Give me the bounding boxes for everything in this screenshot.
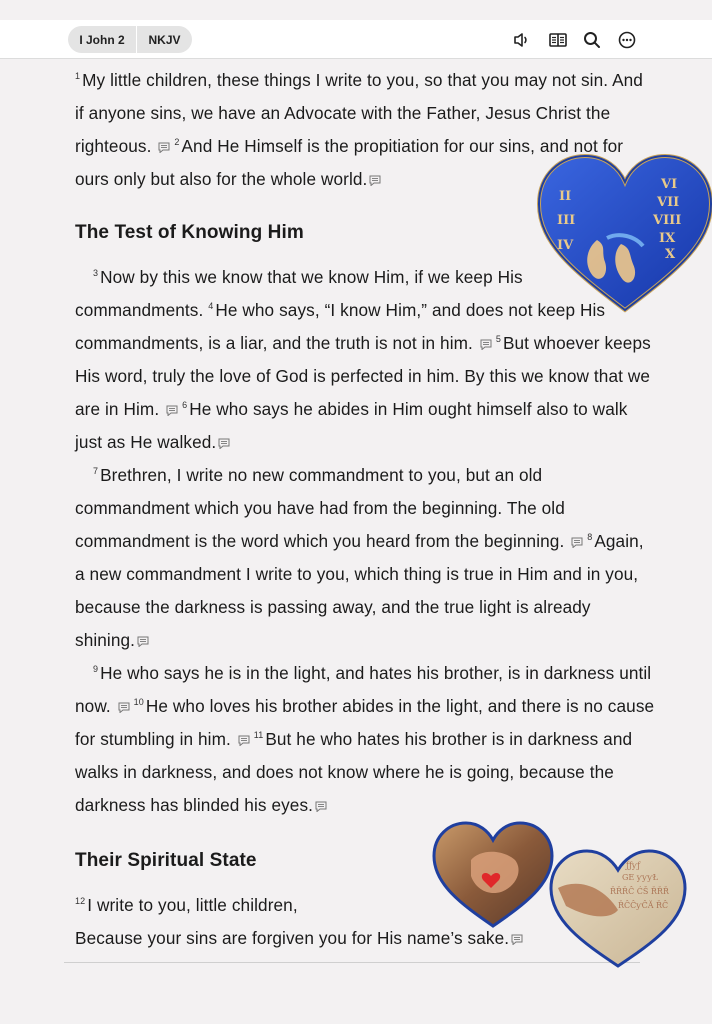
footnote-icon[interactable] bbox=[369, 175, 381, 186]
verse-text[interactable]: My little children, these things I write to you, so that you may not sin. And if anyone sins, we have an Advocate with the Father, Jesus Christ the righteous. bbox=[75, 70, 643, 156]
verse-text[interactable]: He who loves his brother abides in the light, and there is no cause for stumbling in him. bbox=[75, 696, 655, 749]
verse-text[interactable]: He who says he abides in Him ought himself also to walk just as He walked. bbox=[75, 399, 628, 452]
footnote-icon[interactable] bbox=[218, 438, 230, 449]
more-icon[interactable] bbox=[617, 30, 637, 50]
section-heading: The Test of Knowing Him bbox=[75, 222, 304, 243]
verse-text[interactable]: But he who hates his brother is in darkness and walks in darkness, and does not know where he is going, because the darkness has blinded his eyes. bbox=[75, 729, 633, 815]
footnote-icon[interactable] bbox=[238, 735, 250, 746]
numeral: VIII bbox=[653, 213, 682, 228]
verse-number[interactable]: 4 bbox=[208, 301, 214, 312]
footnote-icon[interactable] bbox=[158, 142, 170, 153]
book-icon[interactable] bbox=[548, 30, 568, 50]
heart-tablet-image bbox=[548, 848, 688, 970]
numeral: VII bbox=[657, 195, 680, 210]
footnote-icon[interactable] bbox=[118, 702, 130, 713]
verse-text[interactable]: But whoever keeps His word, truly the love of God is perfected in him. By this we know that we are in Him. bbox=[75, 333, 651, 419]
verse-text[interactable]: He who says he is in the light, and hates his brother, is in darkness until now. bbox=[75, 663, 652, 716]
version-button[interactable]: NKJV bbox=[148, 32, 181, 47]
verse-number[interactable]: 11 bbox=[253, 730, 264, 741]
footnote-icon[interactable] bbox=[480, 339, 492, 350]
reference-selector[interactable] bbox=[68, 26, 192, 53]
heart-clock-image bbox=[535, 152, 712, 314]
verse-number[interactable]: 1 bbox=[75, 71, 81, 82]
paragraph-4 bbox=[75, 657, 655, 822]
verse-number[interactable]: 8 bbox=[587, 532, 593, 543]
verse-text[interactable]: Now by this we know that we know Him, if we keep His commandments. bbox=[75, 267, 523, 320]
tablet-text: ŘĈĈƴĈĂ ŘĈ bbox=[618, 901, 669, 910]
top-bar bbox=[0, 20, 712, 59]
footnote-icon[interactable] bbox=[166, 405, 178, 416]
verse-number[interactable]: 2 bbox=[174, 137, 180, 148]
verse-text[interactable]: Again, a new commandment I write to you, which thing is true in Him and in you, because the darkness is passing away, and the true light is already shining. bbox=[75, 531, 644, 650]
heart-shape bbox=[539, 156, 711, 310]
paragraph-3 bbox=[75, 459, 655, 657]
footnote-icon[interactable] bbox=[137, 636, 149, 647]
numeral: II bbox=[559, 189, 572, 204]
verse-text[interactable]: Because your sins are forgiven you for His name’s sake. bbox=[75, 928, 510, 948]
book-chapter-button[interactable]: I John 2 bbox=[68, 26, 137, 53]
footnote-icon[interactable] bbox=[571, 537, 583, 548]
verse-number[interactable]: 7 bbox=[93, 466, 99, 477]
verse-text[interactable]: And He Himself is the propitiation for our sins, and not for ours only but also for the whole world. bbox=[75, 136, 624, 189]
tablet-text: ŘŘŘĈ ĆŠ ŘŘŘ bbox=[610, 887, 669, 896]
verse-text[interactable]: Brethren, I write no new commandment to you, but an old commandment which you have had from the beginning. The old commandment is the word which you heard from the beginning. bbox=[75, 465, 565, 551]
heart-hand-image bbox=[431, 820, 556, 930]
tablet-text: ƒƒƴƒ bbox=[626, 861, 641, 870]
verse-number[interactable]: 6 bbox=[182, 400, 188, 411]
numeral: III bbox=[557, 213, 576, 228]
tablet-text: GE ƴƴƴŁ bbox=[622, 873, 659, 882]
numeral: IV bbox=[557, 238, 574, 253]
speaker-icon[interactable] bbox=[512, 30, 532, 50]
numeral: X bbox=[665, 247, 676, 262]
verse-number[interactable]: 12 bbox=[75, 896, 86, 907]
verse-number[interactable]: 3 bbox=[93, 268, 99, 279]
verse-text[interactable]: I write to you, little children, bbox=[87, 895, 298, 915]
verse-text[interactable]: He who says, “I know Him,” and does not keep His commandments, is a liar, and the truth is not in him. bbox=[75, 300, 606, 353]
search-icon[interactable] bbox=[582, 30, 602, 50]
verse-number[interactable]: 5 bbox=[495, 334, 501, 345]
footnote-icon[interactable] bbox=[511, 934, 523, 945]
section-heading: Their Spiritual State bbox=[75, 850, 257, 871]
footnote-icon[interactable] bbox=[315, 801, 327, 812]
verse-number[interactable]: 10 bbox=[133, 697, 144, 708]
numeral: IX bbox=[659, 231, 676, 246]
verse-number[interactable]: 9 bbox=[93, 664, 99, 675]
numeral: VI bbox=[661, 177, 678, 192]
